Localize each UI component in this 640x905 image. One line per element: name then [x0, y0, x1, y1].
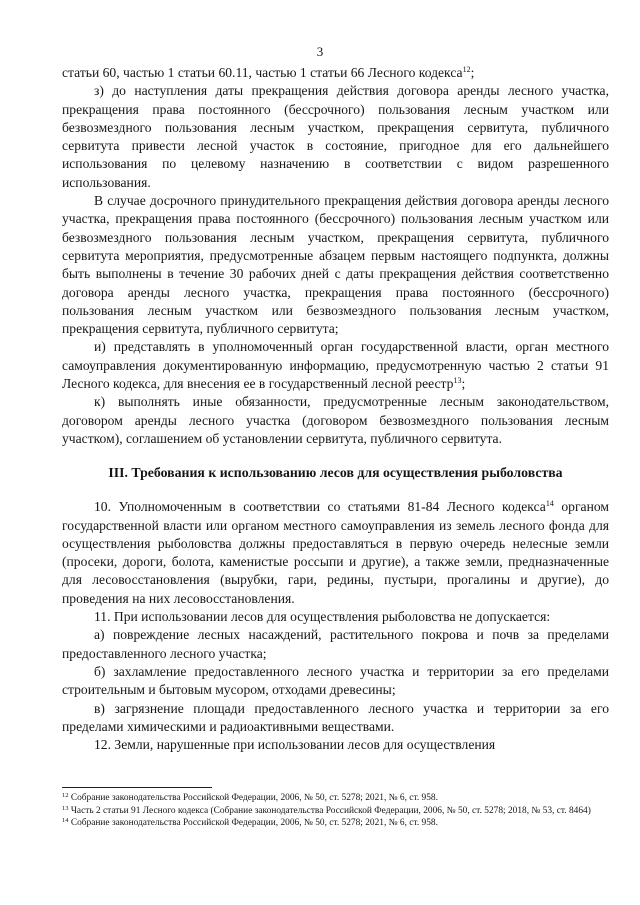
page-number: 3 [316, 44, 324, 59]
footnote-ref-13[interactable]: 13 [453, 376, 462, 386]
section-heading: III. Требования к использованию лесов для осуществления рыболовства [108, 465, 563, 481]
document-body [62, 64, 609, 754]
footnote-12: $^{12}$ Собрание законодательства Российской Федерации, 2006, № 50, ст. 5278; 2021, № 6, ст. 958. [62, 792, 438, 803]
paragraph-early-termination: В случае досрочного принудительного прекращения действия договора аренды лесного участка, прекращения права постоянного (бессрочного) пользования лесным участком или безвозмездного пользования лесным участком, прекращения сервитута, публичного сервитута мероприятия, предусмотренные абзацем первым настоящего подпункта, должны быть выполнены в течение 30 рабочих дней с даты прекращения действия соответственно договора аренды лесного участка, прекращения права постоянного (бессрочного) пользования лесным участком или безвозмездного пользования лесным участком, прекращения сервитута, публичного сервитута; [62, 193, 609, 337]
paragraph-item-i: и) представлять в уполномоченный орган государственной власти, орган местного самоуправления документированную информацию, предусмотренную частью 2 статьи 91 Лесного кодекса, для внесения ее в государственный лесной реестр$^{13}$; [62, 339, 609, 392]
paragraph-item-v: в) загрязнение площади предоставленного лесного участка и территории за его пределами химическими и радиоактивными веществами. [62, 700, 609, 734]
paragraph-item-b: б) захламление предоставленного лесного участка и территории за его пределами строительным и бытовым мусором, отходами древесины; [62, 663, 609, 698]
paragraph-11: 11. При использовании лесов для осуществления рыболовства не допускается: [94, 609, 551, 625]
footnote-14: $^{14}$ Собрание законодательства Российской Федерации, 2006, № 50, ст. 5278; 2021, № 6, ст. 958. [62, 817, 438, 829]
footnote-ref-12[interactable]: 12 [462, 65, 471, 74]
paragraph-item-k: к) выполнять иные обязанности, предусмотренные лесным законодательством, договором аренды лесного участка (договором безвозмездного пользования лесным участком), соглашением об установлении сервитута, публичного сервитута. [62, 394, 609, 446]
paragraph-item-a: а) повреждение лесных насаждений, растительного покрова и почв за пределами предоставленного лесного участка; [62, 627, 609, 661]
footnote-separator [62, 787, 212, 788]
footnote-13: $^{13}$ Часть 2 статьи 91 Лесного кодекса (Собрание законодательства Российской Федерации, 2006, № 50, ст. 5278; 2018, № 53, ст. 8464) [62, 804, 591, 816]
paragraph-item-z: з) до наступления даты прекращения действия договора аренды лесного участка, прекращения права постоянного (бессрочного) пользования лесным участком или безвозмездного пользования лесным участком, прекращения сервитута, публичного сервитута привести лесной участок в состояние, пригодное для его дальнейшего использования по целевому назначению в соответствии с видом разрешенного использования. [62, 83, 609, 190]
footnote-ref-14[interactable]: 14 [545, 499, 554, 509]
footnotes [62, 792, 609, 830]
paragraph-12: 12. Земли, нарушенные при использовании лесов для осуществления [94, 737, 496, 753]
paragraph-continuation: статьи 60, частью 1 статьи 60.11, частью 1 статьи 66 Лесного кодекса$^{12}$; [62, 65, 475, 80]
paragraph-10: 10. Уполномоченным в соответствии со статьями 81-84 Лесного кодекса$^{14}$ органом государственной власти или органом местного самоуправления из земель лесного фонда для осуществления рыболовства должны предоставляться в первую очередь нелесные земли (просеки, дороги, болота, каменистые россыпи и другие), а также земли, предназначенные для лесовосстановления (вырубки, гари, редины, пустыри, прогалины и другие), до проведения на них лесовосстановления. [62, 499, 609, 606]
